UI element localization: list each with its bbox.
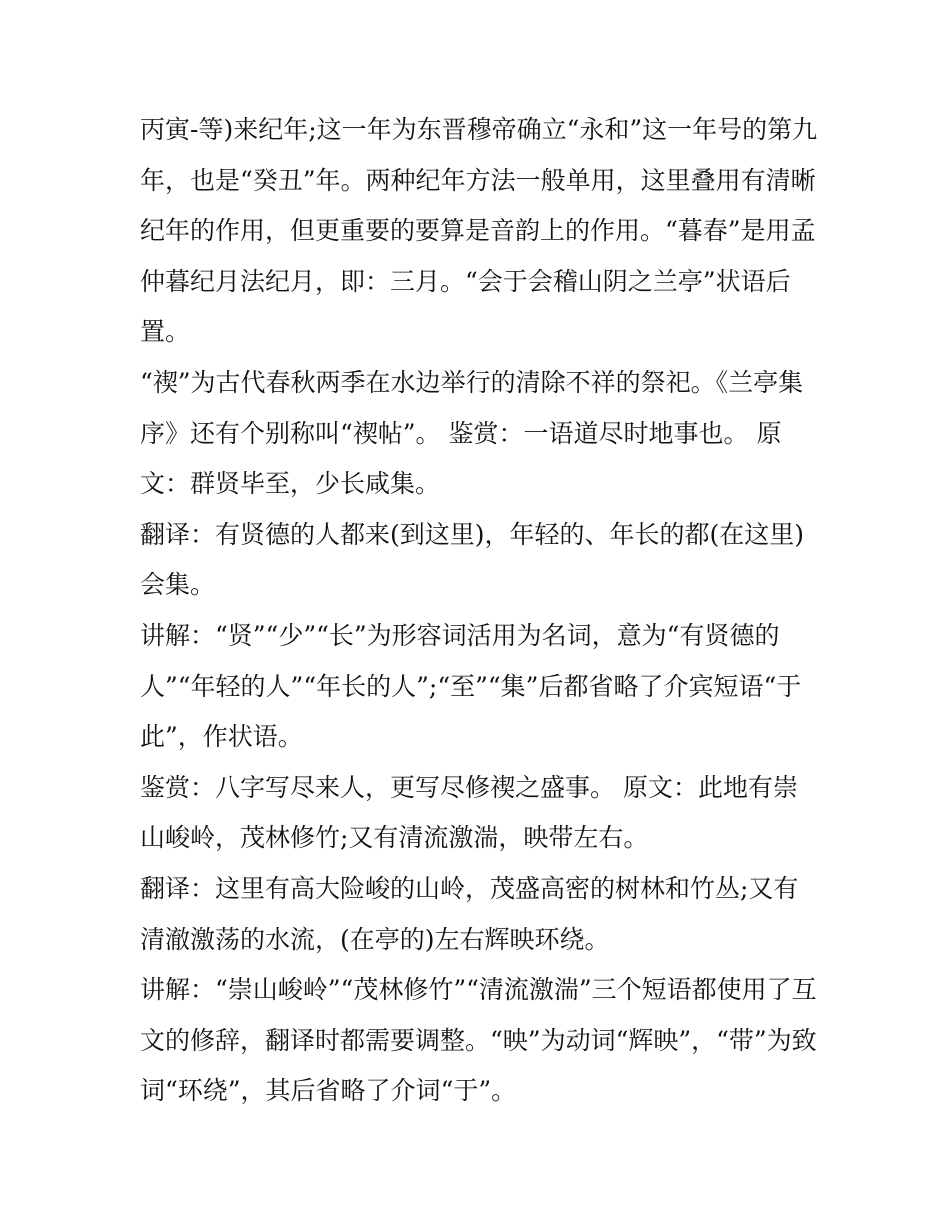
paragraph-era-explanation — [140, 105, 820, 358]
paragraph-translation-1 — [140, 510, 820, 611]
text-line: 序》还有个别称叫“禊帖”。 鉴赏：一语道尽时地事也。 原 — [140, 418, 782, 448]
text-line: “禊”为古代春秋两季在水边举行的清除不祥的祭祀。《兰亭集 — [140, 367, 804, 397]
text-line: 翻译：这里有高大险峻的山岭，茂盛高密的树林和竹丛;又有 — [140, 873, 799, 903]
text-line: 文的修辞，翻译时都需要调整。“映”为动词“辉映”，“带”为致 — [140, 1025, 817, 1055]
text-line: 讲解：“贤”“少”“长”为形容词活用为名词，意为“有贤德的 — [140, 620, 780, 650]
text-line: 讲解：“崇山峻岭”“茂林修竹”“清流激湍”三个短语都使用了互 — [140, 975, 817, 1005]
text-line: 人”“年轻的人”“年长的人”;“至”“集”后都省略了介宾短语“于 — [140, 671, 802, 701]
text-line: 丙寅-等)来纪年;这一年为东晋穆帝确立“永和”这一年号的第九 — [140, 115, 818, 144]
paragraph-explanation-2 — [140, 965, 820, 1117]
text-line: 年，也是“癸丑”年。两种纪年方法一般单用，这里叠用有清晰 — [140, 165, 816, 195]
text-line: 词“环绕”，其后省略了介词“于”。 — [140, 1076, 517, 1106]
paragraph-xi-ritual — [140, 358, 820, 510]
text-line: 清澈激荡的水流，(在亭的)左右辉映环绕。 — [140, 924, 610, 954]
text-line: 仲暮纪月法纪月，即：三月。“会于会稽山阴之兰亭”状语后 — [140, 266, 791, 296]
paragraph-appreciation — [140, 763, 820, 864]
text-line: 置。 — [140, 317, 191, 347]
paragraph-translation-2 — [140, 864, 820, 965]
text-line: 此”，作状语。 — [140, 722, 303, 752]
text-line: 鉴赏：八字写尽来人，更写尽修禊之盛事。 原文：此地有崇 — [140, 772, 798, 802]
document-body — [140, 105, 820, 1117]
text-line: 文：群贤毕至，少长咸集。 — [140, 469, 441, 499]
text-line: 山峻岭，茂林修竹;又有清流激湍，映带左右。 — [140, 823, 649, 853]
text-line: 翻译：有贤德的人都来(到这里)，年轻的、年长的都(在这里) — [140, 519, 805, 549]
text-line: 会集。 — [140, 570, 216, 600]
paragraph-explanation-1 — [140, 611, 820, 763]
text-line: 纪年的作用，但更重要的要算是音韵上的作用。“暮春”是用孟 — [140, 216, 816, 246]
